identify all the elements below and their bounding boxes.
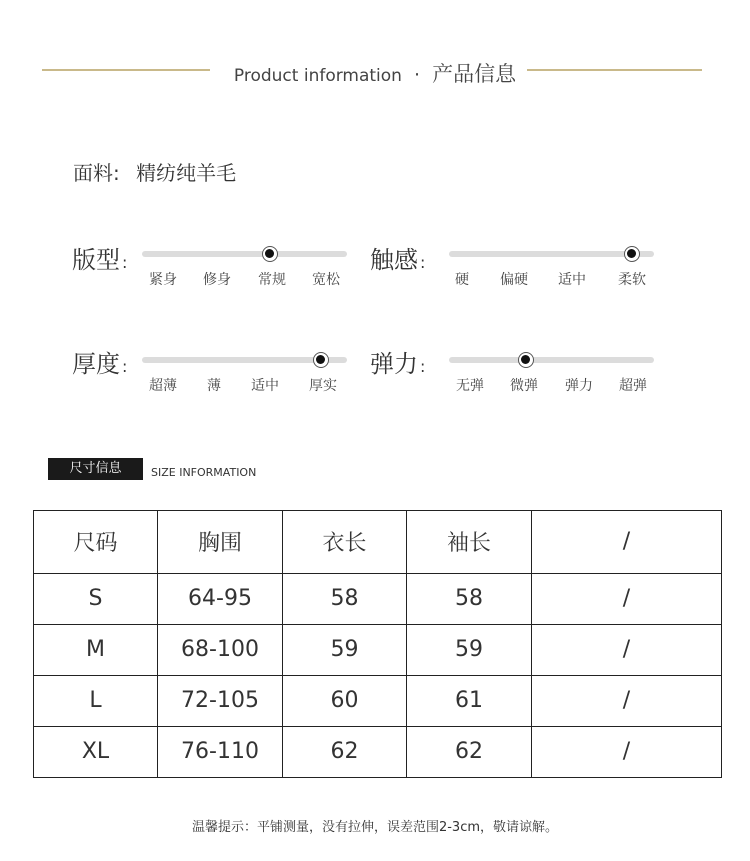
option-label: 超薄	[149, 378, 177, 394]
table-cell: 76-110	[158, 726, 283, 777]
table-row	[34, 573, 722, 624]
table-header-cell: 衣长	[283, 511, 407, 574]
option-label: 薄	[207, 378, 221, 394]
table-cell: 58	[283, 573, 407, 624]
option-label: 修身	[203, 272, 231, 288]
header-separator: ·	[414, 64, 421, 86]
option-label: 超弹	[619, 378, 647, 394]
table-cell: /	[532, 675, 722, 726]
table-row	[34, 624, 722, 675]
slider-knob-elasticity	[518, 352, 534, 368]
option-label: 弹力	[565, 378, 593, 394]
option-label: 微弹	[510, 378, 538, 394]
option-label: 适中	[558, 272, 586, 288]
header-title-cn: 产品信息	[432, 62, 517, 86]
material-label: 面料:	[73, 161, 120, 185]
option-label: 常规	[258, 272, 286, 288]
attr-label-fit: 版型 :	[72, 246, 128, 274]
table-cell: M	[34, 624, 158, 675]
table-cell: 62	[407, 726, 532, 777]
table-cell: 68-100	[158, 624, 283, 675]
table-cell: /	[532, 573, 722, 624]
section-header	[0, 58, 750, 88]
slider-track-elasticity	[449, 357, 654, 363]
header-title-en: Product information	[233, 66, 402, 86]
material-value: 精纺纯羊毛	[136, 161, 237, 185]
attr-label-thickness: 厚度 :	[72, 350, 128, 378]
slider-knob-thickness	[313, 352, 329, 368]
table-header-cell: 胸围	[158, 511, 283, 574]
option-label: 无弹	[456, 378, 484, 394]
measurement-note: 温馨提示：平铺测量，没有拉伸，误差范围2-3cm，敬请谅解。	[191, 820, 559, 835]
option-label: 宽松	[312, 272, 340, 288]
attr-label-touch: 触感 :	[370, 246, 426, 274]
table-cell: L	[34, 675, 158, 726]
table-cell: 59	[283, 624, 407, 675]
slider-knob-fit	[262, 246, 278, 262]
table-cell: XL	[34, 726, 158, 777]
table-cell: 64-95	[158, 573, 283, 624]
size-info-tag: 尺寸信息	[48, 458, 143, 480]
table-cell: /	[532, 726, 722, 777]
table-header-cell: /	[532, 511, 722, 574]
option-label: 偏硬	[500, 272, 528, 288]
table-header-row	[34, 511, 722, 574]
option-label: 适中	[251, 378, 279, 394]
table-row	[34, 726, 722, 777]
option-label: 柔软	[618, 272, 646, 288]
table-cell: /	[532, 624, 722, 675]
slider-track-fit	[142, 251, 347, 257]
table-header-cell: 袖长	[407, 511, 532, 574]
table-cell: 58	[407, 573, 532, 624]
table-cell: 59	[407, 624, 532, 675]
option-label: 紧身	[149, 272, 177, 288]
attr-label-elasticity: 弹力 :	[370, 350, 426, 378]
table-cell: S	[34, 573, 158, 624]
table-header-cell: 尺码	[34, 511, 158, 574]
table-cell: 61	[407, 675, 532, 726]
size-table	[33, 510, 722, 778]
option-label: 硬	[455, 272, 469, 288]
slider-knob-touch	[624, 246, 640, 262]
size-info-subtitle: SIZE INFORMATION	[151, 466, 257, 479]
table-cell: 60	[283, 675, 407, 726]
material-line	[73, 157, 236, 186]
table-cell: 62	[283, 726, 407, 777]
table-cell: 72-105	[158, 675, 283, 726]
table-row	[34, 675, 722, 726]
option-label: 厚实	[309, 378, 337, 394]
